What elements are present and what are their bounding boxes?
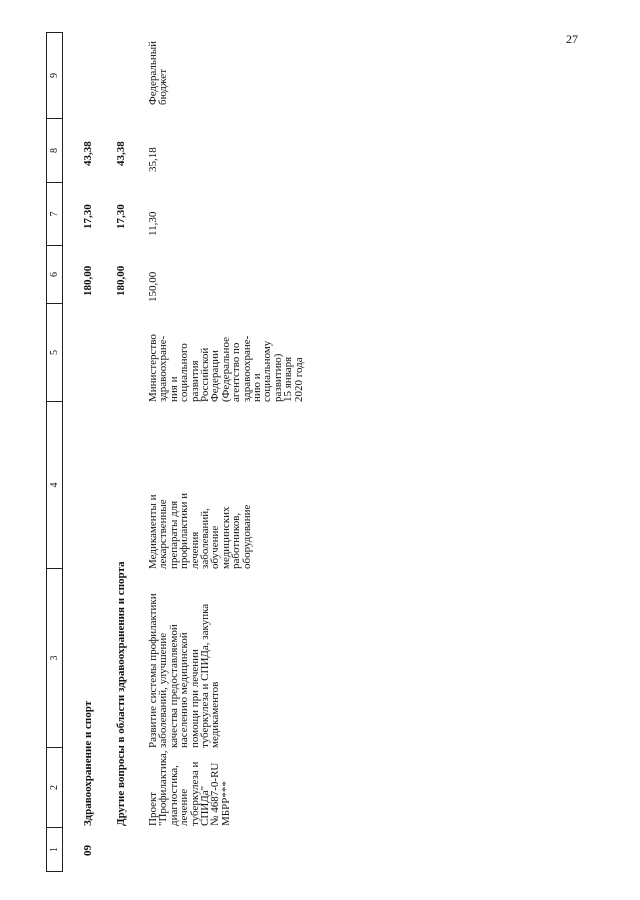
page-number: 27 — [566, 32, 578, 46]
executor-line: ния и — [167, 376, 180, 402]
executor-line: 2020 года — [292, 357, 305, 402]
header-col-6: 6 — [46, 246, 63, 304]
items-line: обучение — [209, 525, 222, 569]
items-line: заболеваний, — [199, 508, 211, 569]
project-name-line: СПИДа" — [199, 785, 211, 826]
purpose-line: заболеваний, улучшение — [157, 632, 170, 748]
project-name-line: "Профилактика, — [157, 750, 170, 826]
items-line: препараты для — [167, 500, 180, 569]
executor-line: агентство по — [230, 342, 243, 402]
items-line: профилактики и — [178, 492, 191, 569]
executor-line: нию и — [251, 373, 263, 402]
section-total-col6: 180,00 — [82, 265, 94, 296]
project-name-line: лечение — [178, 788, 191, 826]
funding-source-line: бюджет — [157, 69, 170, 105]
executor-line: развитию) — [271, 353, 284, 402]
funding-source-line: Федеральный — [147, 40, 159, 105]
executor-line: здравоохране- — [157, 335, 170, 402]
executor-line: 15 января — [282, 356, 295, 402]
items-line: работников, — [230, 512, 243, 569]
subsection-total-col7: 17,30 — [115, 204, 127, 229]
purpose-line: медикаментов — [209, 681, 222, 748]
executor-line: развития — [188, 360, 201, 402]
header-col-9: 9 — [46, 32, 63, 119]
header-col-4: 4 — [46, 402, 63, 569]
header-col-3: 3 — [46, 569, 63, 748]
executor-line: социального — [178, 343, 191, 402]
executor-line: социальному — [261, 340, 274, 402]
header-col-1: 1 — [46, 828, 63, 872]
project-name-line: диагностика, — [167, 765, 180, 826]
header-col-8: 8 — [46, 119, 63, 183]
project-name-line: туберкулеза и — [188, 761, 201, 826]
purpose-line: помощи при лечении — [188, 649, 201, 748]
purpose-line: населению медицинской — [178, 632, 191, 748]
project-name-line: Проект — [147, 792, 159, 826]
budget-table — [46, 32, 621, 872]
header-col-7: 7 — [46, 183, 63, 246]
items-line: лечения — [188, 531, 201, 569]
purpose-line: качества предоставляемой — [167, 624, 180, 748]
header-col-5: 5 — [46, 304, 63, 402]
executor-line: (Федеральное — [219, 337, 232, 402]
items-line: лекарственные — [157, 499, 170, 569]
subsection-title: Другие вопросы в области здравоохранения и спорта — [115, 561, 127, 826]
purpose-line: Развитие системы профилактики — [147, 593, 159, 748]
section-title: Здравоохранение и спорт — [82, 700, 94, 826]
table-header-row — [46, 32, 63, 872]
project-name-line: МБРР*** — [219, 781, 232, 826]
section-total-col7: 17,30 — [82, 204, 94, 229]
executor-line: здравоохране- — [240, 335, 253, 402]
executor-line: Российской — [199, 347, 211, 402]
project-col6-value: 150,00 — [147, 271, 159, 302]
purpose-line: туберкулеза и СПИДа, закупка — [199, 603, 211, 748]
project-name-line: № 4687-0-RU — [209, 762, 222, 826]
section-code: 09 — [82, 845, 94, 856]
items-line: оборудование — [240, 504, 253, 569]
header-col-2: 2 — [46, 748, 63, 828]
project-col8-value: 35,18 — [147, 147, 159, 172]
executor-line: Министерство — [147, 334, 159, 402]
items-line: медицинских — [219, 506, 232, 569]
project-col7-value: 11,30 — [147, 211, 159, 236]
subsection-total-col6: 180,00 — [115, 265, 127, 296]
subsection-total-col8: 43,38 — [115, 141, 127, 166]
section-total-col8: 43,38 — [82, 141, 94, 166]
items-line: Медикаменты и — [147, 494, 159, 569]
executor-line: Федерации — [209, 350, 222, 402]
